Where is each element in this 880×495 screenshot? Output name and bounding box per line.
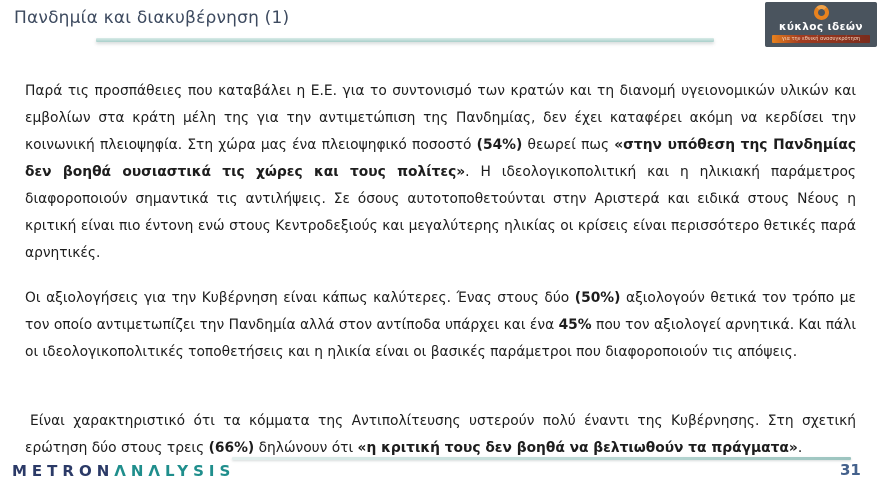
brand-part-metron: METRON <box>12 462 115 480</box>
logo-name: κύκλος ιδεών <box>779 21 863 33</box>
kyklos-ideon-logo <box>765 2 877 47</box>
logo-tagline: για την εθνική ανασυγκρότηση <box>772 35 870 43</box>
orange-ring-icon <box>814 5 829 20</box>
body-paragraph-1: Παρά τις προσπάθειες που καταβάλει η Ε.Ε. για το συντονισμό των κρατών και τη διανομή υγειονομικών υλικών και εμβολίων στα κράτη μέλη της για την αντιμετώπιση της Πανδημίας, δεν έχει καταφέρει ακόμη να κερδίσει την κοινωνική πλειοψηφία. Στη χώρα μας ένα πλειοψηφικό ποσοστό (54%) θεωρεί πως «στην υπόθεση της Πανδημίας δεν βοηθά ουσιαστικά τις χώρες και τους πολίτες». Η ιδεολογικοπολιτική και η ηλικιακή παράμετρος διαφοροποιούν σημαντικά τις αντιλήψεις. Σε όσους αυτοτοποθετούνται στην Αριστερά και ειδικά στους Νέους η κριτική είναι πιο έντονη ενώ στους Κεντροδεξιούς και μεγαλύτερης ηλικίας οι κρίσεις είναι περισσότερο θετικές παρά αρνητικές. <box>25 83 857 261</box>
title-divider <box>96 38 714 42</box>
brand-part-analysis: ΛNΛLYSIS <box>114 462 236 480</box>
page-number: 31 <box>840 461 861 479</box>
body-paragraph-2: Οι αξιολογήσεις για την Κυβέρνηση είναι κάπως καλύτερες. Ένας στους δύο (50%) αξιολογούν θετικά τον τρόπο με τον οποίο αντιμετωπίζει την Πανδημία αλλά στον αντίποδα υπάρχει και ένα 45% που τον αξιολογεί αρνητικά. Και πάλι οι ιδεολογικοπολιτικές τοποθετήσεις και η ηλικία είναι οι βασικές παράμετροι που διαφοροποιούν τις απόψεις. <box>25 290 856 360</box>
slide-title: Πανδημία και διακυβέρνηση (1) <box>14 8 290 28</box>
footer-divider <box>232 457 851 460</box>
slide-body <box>25 78 856 462</box>
body-paragraph-3: Είναι χαρακτηριστικό ότι τα κόμματα της Αντιπολίτευσης υστερούν πολύ έναντι της Κυβέρνησης. Στη σχετική ερώτηση δύο στους τρεις (66%) δηλώνουν ότι «η κριτική τους δεν βοηθά να βελτιωθούν τα πράγματα». <box>25 413 856 456</box>
metron-analysis-logo <box>12 462 235 480</box>
